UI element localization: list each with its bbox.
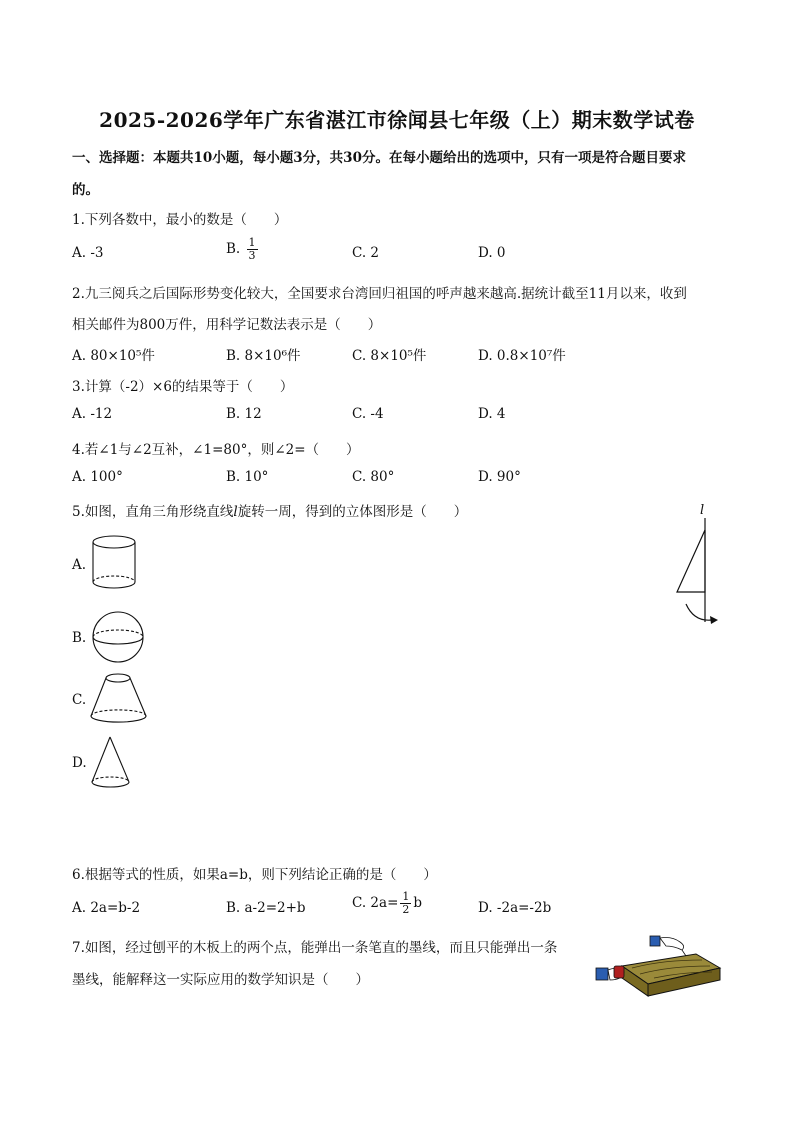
q1-option-b-fraction bbox=[247, 237, 258, 262]
q7-line1: 7.如图，经过刨平的木板上的两个点，能弹出一条笔直的墨线，而且只能弹出一条 bbox=[72, 940, 558, 956]
q6-option-c-suffix: b bbox=[413, 895, 423, 911]
q1-option-d: D. 0 bbox=[478, 245, 506, 261]
q5-triangle-figure bbox=[664, 500, 728, 630]
q6-option-b: B. a-2=2+b bbox=[226, 900, 306, 916]
q5-right-triangle bbox=[677, 530, 705, 592]
q3-option-b: B. 12 bbox=[226, 406, 262, 422]
q2-option-b: B. 8×10⁶件 bbox=[226, 348, 301, 364]
lower-sleeve bbox=[596, 968, 608, 980]
ink-box bbox=[614, 966, 624, 978]
frustum-icon bbox=[88, 670, 150, 726]
q3-option-a: A. -12 bbox=[72, 406, 113, 422]
q5-arrow-head bbox=[710, 616, 718, 624]
q2-line2: 相关邮件为800万件，用科学记数法表示是（ ） bbox=[72, 317, 382, 333]
q4-option-b: B. 10° bbox=[226, 469, 269, 485]
q5-option-b: B. bbox=[72, 630, 87, 646]
q1-option-b-denominator: 3 bbox=[248, 249, 256, 262]
upper-hand bbox=[660, 938, 684, 951]
q1-option-b-prefix: B. bbox=[226, 241, 241, 257]
section-heading-line1: 一、选择题：本题共10小题，每小题3分，共30分。在每小题给出的选项中，只有一项是符合题目要求 bbox=[72, 150, 686, 166]
q5-stem bbox=[72, 500, 467, 520]
upper-sleeve bbox=[650, 936, 660, 946]
q5-stem-var: l bbox=[233, 504, 238, 520]
q3-stem: 3.计算（-2）×6的结果等于（ ） bbox=[72, 379, 294, 395]
q6-option-d: D. -2a=-2b bbox=[478, 900, 552, 916]
q5-stem-post: 旋转一周，得到的立体图形是（ ） bbox=[237, 504, 468, 520]
q1-option-b bbox=[226, 237, 260, 262]
q1-stem: 1.下列各数中，最小的数是（ ） bbox=[72, 212, 288, 228]
q2-option-d: D. 0.8×10⁷件 bbox=[478, 348, 566, 364]
cone-icon bbox=[88, 734, 134, 792]
sphere-icon bbox=[90, 610, 148, 666]
q6-option-c-denominator: 2 bbox=[402, 903, 410, 916]
q6-option-a: A. 2a=b-2 bbox=[72, 900, 141, 916]
q5-option-a: A. bbox=[72, 557, 87, 573]
q5-axis-label: l bbox=[700, 503, 705, 518]
q2-option-c: C. 8×10⁵件 bbox=[352, 348, 427, 364]
q3-option-c: C. -4 bbox=[352, 406, 384, 422]
q1-option-b-numerator: 1 bbox=[248, 236, 256, 249]
q4-option-d: D. 90° bbox=[478, 469, 521, 485]
cylinder-icon bbox=[88, 532, 140, 596]
page-title: 2025-2026学年广东省湛江市徐闻县七年级（上）期末数学试卷 bbox=[99, 108, 695, 132]
q5-option-c: C. bbox=[72, 692, 87, 708]
q3-option-d: D. 4 bbox=[478, 406, 506, 422]
q5-option-d: D. bbox=[72, 755, 87, 771]
q7-line2: 墨线，能解释这一实际应用的数学知识是（ ） bbox=[72, 972, 369, 988]
q6-option-c-prefix: C. 2a= bbox=[352, 895, 399, 911]
q4-stem: 4.若∠1与∠2互补，∠1=80°，则∠2=（ ） bbox=[72, 442, 360, 458]
q6-option-c-numerator: 1 bbox=[402, 890, 410, 903]
wood-plank-chalkline-illustration bbox=[592, 932, 724, 1004]
q2-option-a: A. 80×10⁵件 bbox=[72, 348, 155, 364]
q4-option-c: C. 80° bbox=[352, 469, 395, 485]
q1-option-a: A. -3 bbox=[72, 245, 104, 261]
q4-option-a: A. 100° bbox=[72, 469, 123, 485]
q5-rotation-arrow bbox=[686, 604, 712, 620]
q5-stem-pre: 5.如图，直角三角形绕直线 bbox=[72, 504, 234, 520]
q2-line1: 2.九三阅兵之后国际形势变化较大，全国要求台湾回归祖国的呼声越来越高.据统计截至11月以来，收到 bbox=[72, 286, 687, 302]
q1-option-c: C. 2 bbox=[352, 245, 380, 261]
section-heading-line2: 的。 bbox=[72, 182, 99, 198]
q6-option-c bbox=[352, 891, 422, 916]
q6-stem: 6.根据等式的性质，如果a=b，则下列结论正确的是（ ） bbox=[72, 867, 437, 883]
q6-option-c-fraction bbox=[400, 891, 411, 916]
